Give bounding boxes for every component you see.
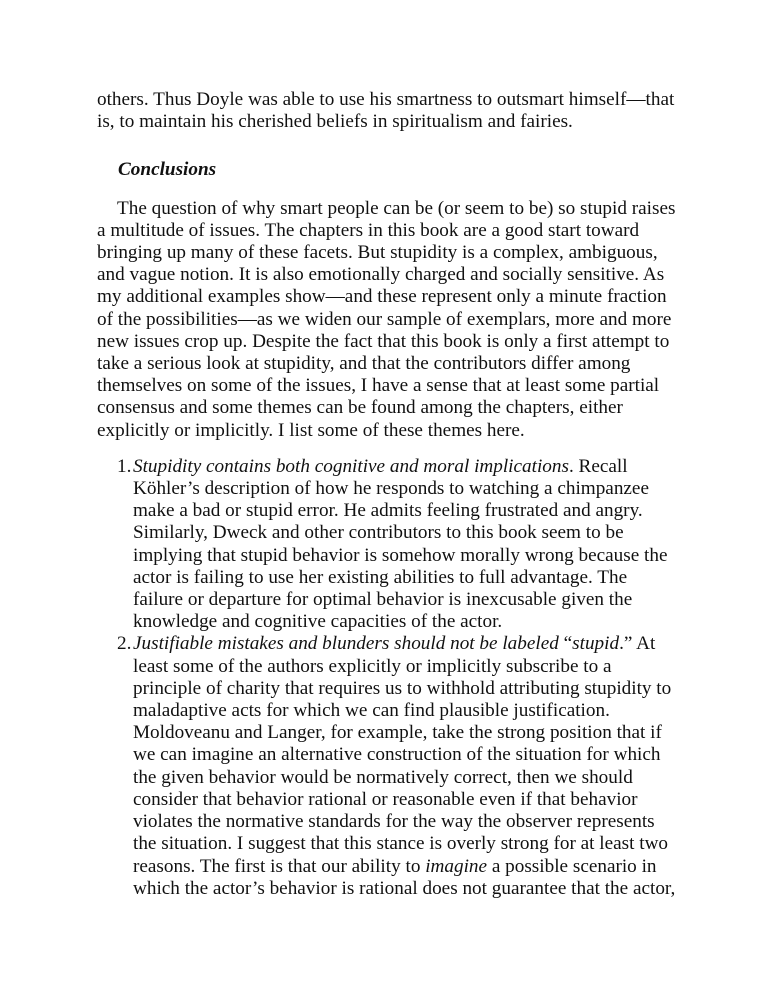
text-line: The question of why smart people can be (or seem to be) so stupid raises xyxy=(117,197,676,219)
text-line: we can imagine an alternative construction of the situation for which xyxy=(133,744,661,766)
list-number: 1. xyxy=(117,455,132,477)
text-line: new issues crop up. Despite the fact that this book is only a first attempt to xyxy=(97,330,670,352)
emphasized-word: imagine xyxy=(425,855,488,877)
list-item xyxy=(97,633,677,899)
text-fragment: reasons. The first is that our ability to xyxy=(133,855,426,877)
text-line: maladaptive acts for which we can find plausible justification. xyxy=(133,700,610,722)
text-line: bringing up many of these facets. But stupidity is a complex, ambiguous, xyxy=(97,242,658,264)
text-line: which the actor’s behavior is rational does not guarantee that the actor, xyxy=(133,877,676,899)
text-line: the situation. I suggest that this stance is overly strong for at least two xyxy=(133,833,669,855)
list-item-title: Stupidity contains both cognitive and moral implications xyxy=(133,455,569,477)
text-line xyxy=(133,633,677,655)
text-line: take a serious look at stupidity, and that the contributors differ among xyxy=(97,353,631,375)
text-line: my additional examples show—and these represent only a minute fraction xyxy=(97,286,667,308)
list-item-title-tail: . Recall xyxy=(568,455,628,477)
text-line: a multitude of issues. The chapters in this book are a good start toward xyxy=(97,219,640,241)
text-line: themselves on some of the issues, I have a sense that at least some partial xyxy=(97,375,660,397)
text-line: others. Thus Doyle was able to use his smartness to outsmart himself—that xyxy=(97,89,675,110)
text-line: failure or departure for optimal behavior is inexcusable given the xyxy=(133,589,633,611)
text-line: of the possibilities—as we widen our sample of exemplars, more and more xyxy=(97,308,672,330)
text-line xyxy=(133,456,677,478)
text-line: the given behavior would be normatively correct, then we should xyxy=(133,766,633,788)
text-line: consensus and some themes can be found among the chapters, either xyxy=(97,397,623,419)
text-line: knowledge and cognitive capacities of the actor. xyxy=(133,611,503,633)
text-line xyxy=(133,856,677,878)
text-line: and vague notion. It is also emotionally charged and socially sensitive. As xyxy=(97,264,665,286)
text-line: Similarly, Dweck and other contributors to this book seem to be xyxy=(133,522,624,544)
text-line: make a bad or stupid error. He admits feeling frustrated and angry. xyxy=(133,500,643,522)
conclusion-paragraph xyxy=(97,198,677,442)
section-heading: Conclusions xyxy=(118,159,217,181)
text-line: violates the normative standards for the way the observer represents xyxy=(133,811,655,833)
text-line: explicitly or implicitly. I list some of these themes here. xyxy=(97,419,525,441)
quote-open: “ xyxy=(563,633,573,655)
text-line: least some of the authors explicitly or implicitly subscribe to a xyxy=(133,655,612,677)
text-line: principle of charity that requires us to withhold attributing stupidity to xyxy=(133,677,672,699)
text-line: consider that behavior rational or reasonable even if that behavior xyxy=(133,788,638,810)
text-line: actor is failing to use her existing abilities to full advantage. The xyxy=(133,566,628,588)
list-number: 2. xyxy=(117,633,132,655)
page-body xyxy=(97,89,677,900)
quote-close: .” At xyxy=(619,633,656,655)
quoted-word: stupid xyxy=(572,633,620,655)
list-item xyxy=(97,456,677,634)
list-item-title: Justifiable mistakes and blunders should not be labeled xyxy=(133,633,564,655)
text-line: Moldoveanu and Langer, for example, take the strong position that if xyxy=(133,722,662,744)
intro-paragraph xyxy=(97,89,677,133)
text-line: is, to maintain his cherished beliefs in spiritualism and fairies. xyxy=(97,111,573,133)
text-line: implying that stupid behavior is somehow morally wrong because the xyxy=(133,544,668,566)
text-fragment: a possible scenario in xyxy=(487,855,657,877)
text-line: Köhler’s description of how he responds to watching a chimpanzee xyxy=(133,478,649,500)
